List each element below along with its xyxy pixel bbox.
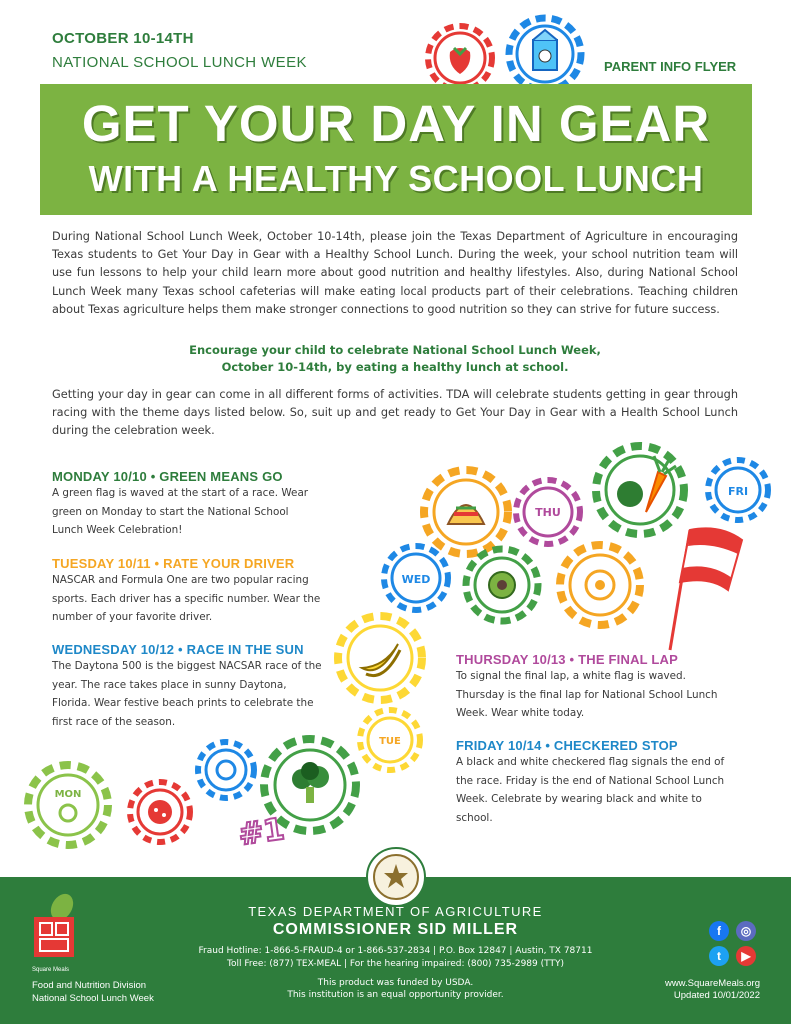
tda-seal-icon	[365, 846, 427, 908]
day-text: A green flag is waved at the start of a race. Wear green on Monday to start the National School Lunch Week Celebration!	[52, 487, 309, 536]
svg-text:THU: THU	[535, 506, 561, 519]
flyer-tag: PARENT INFO FLYER	[604, 59, 737, 74]
youtube-icon[interactable]: ▶	[736, 946, 756, 966]
wed-gear-icon	[384, 546, 448, 610]
encourage-line-1: Encourage your child to celebrate National School Lunch Week,	[189, 343, 601, 357]
intro-paragraph: During National School Lunch Week, October 10-14th, please join the Texas Department of Agriculture in encouraging Texas students to Get Your Day in Gear with a Healthy School Lunch. During the week, your school nutrition team will use fun lessons to help your child learn more about good nutrition and healthy lifestyles. Also, during National School Lunch Week many Texas school cafeterias will make eating local products part of their celebrations. Teaching children about Texas agriculture helps them make stronger connections to good nutrition so they can strive for future success.	[52, 230, 738, 316]
tomato-gear-icon	[130, 782, 190, 842]
svg-text:FRI: FRI	[727, 485, 749, 498]
division-label: Food and Nutrition Division	[32, 980, 147, 991]
title-banner	[40, 84, 752, 215]
fri-gear-icon	[708, 460, 768, 520]
svg-text:MON: MON	[54, 789, 82, 800]
dept-name: TEXAS DEPARTMENT OF AGRICULTURE	[248, 904, 543, 919]
updated-date: Updated 10/01/2022	[673, 990, 760, 1001]
commissioner-name: COMMISSIONER SID MILLER	[272, 921, 519, 938]
orange-gear-icon	[560, 545, 640, 625]
banana-gear-icon	[338, 616, 422, 700]
website-link[interactable]: www.SquareMeals.org	[664, 978, 760, 989]
page-title: GET YOUR DAY IN GEAR	[81, 95, 711, 152]
event-name: NATIONAL SCHOOL LUNCH WEEK	[52, 54, 307, 71]
day-text: A black and white checkered flag signals the end of the race. Friday is the end of National School Lunch Week. Celebrate by wearing black and white to school.	[456, 756, 725, 824]
encourage-line-2: October 10-14th, by eating a healthy lunch at school.	[221, 360, 569, 374]
twitter-icon[interactable]: t	[709, 946, 729, 966]
thu-gear-icon	[516, 480, 580, 544]
number-one-label: #1	[236, 811, 287, 853]
activities-paragraph: Getting your day in gear can come in all different forms of activities. TDA will celebrate students getting in gear through racing with the theme days listed below. So, suit up and get ready to Get Your Day in Gear with a Health School Lunch during the celebration week.	[52, 388, 738, 438]
equal-opportunity-notice: This institution is an equal opportunity provider.	[287, 990, 504, 1000]
logo-text: Square Meals	[32, 967, 70, 973]
taco-gear-icon	[424, 470, 508, 554]
facebook-icon[interactable]: f	[709, 921, 729, 941]
day-heading: WEDNESDAY 10/12 • RACE IN THE SUN	[52, 642, 304, 657]
top-gears-illustration	[420, 14, 620, 94]
day-text: NASCAR and Formula One are two popular racing sports. Each driver has a specific number. Wear the number of your favorite driver.	[52, 574, 321, 623]
day-heading: THURSDAY 10/13 • THE FINAL LAP	[456, 652, 678, 667]
day-text: The Daytona 500 is the biggest NACSAR race of the year. The race takes place in sunny Daytona, Florida. Wear festive beach prints to celebrate the first race of the season.	[52, 660, 322, 728]
fraud-hotline: Fraud Hotline: 1-866-5-FRAUD-4 or 1-866-537-2834 | P.O. Box 12847 | Austin, TX 78711	[198, 946, 593, 956]
usda-notice: This product was funded by USDA.	[317, 978, 474, 988]
tue-gear-icon	[360, 710, 420, 770]
program-label: National School Lunch Week	[32, 993, 154, 1004]
day-text: To signal the final lap, a white flag is waved. Thursday is the final lap for National School Lunch Week. Wear white today.	[456, 670, 718, 719]
flag-icon	[670, 528, 742, 650]
day-heading: FRIDAY 10/14 • CHECKERED STOP	[456, 738, 678, 753]
page-subtitle: WITH A HEALTHY SCHOOL LUNCH	[88, 158, 704, 199]
svg-text:WED: WED	[401, 573, 431, 586]
day-heading: TUESDAY 10/11 • RATE YOUR DRIVER	[52, 556, 295, 571]
svg-text:TUE: TUE	[379, 736, 401, 747]
carrot-gear-icon	[596, 446, 684, 534]
strawberry-gear-icon	[428, 26, 492, 90]
milk-carton-gear-icon	[509, 18, 581, 90]
apple-gear-icon	[466, 549, 538, 621]
blue-gear-icon	[198, 742, 254, 798]
toll-free: Toll Free: (877) TEX-MEAL | For the hearing impaired: (800) 735-2989 (TTY)	[227, 959, 564, 969]
date-line: OCTOBER 10-14TH	[52, 30, 194, 47]
day-heading: MONDAY 10/10 • GREEN MEANS GO	[52, 469, 283, 484]
gears-illustration	[0, 440, 791, 875]
encourage-callout	[52, 342, 738, 376]
mon-gear-icon	[28, 765, 108, 845]
instagram-icon[interactable]: ◎	[736, 921, 756, 941]
